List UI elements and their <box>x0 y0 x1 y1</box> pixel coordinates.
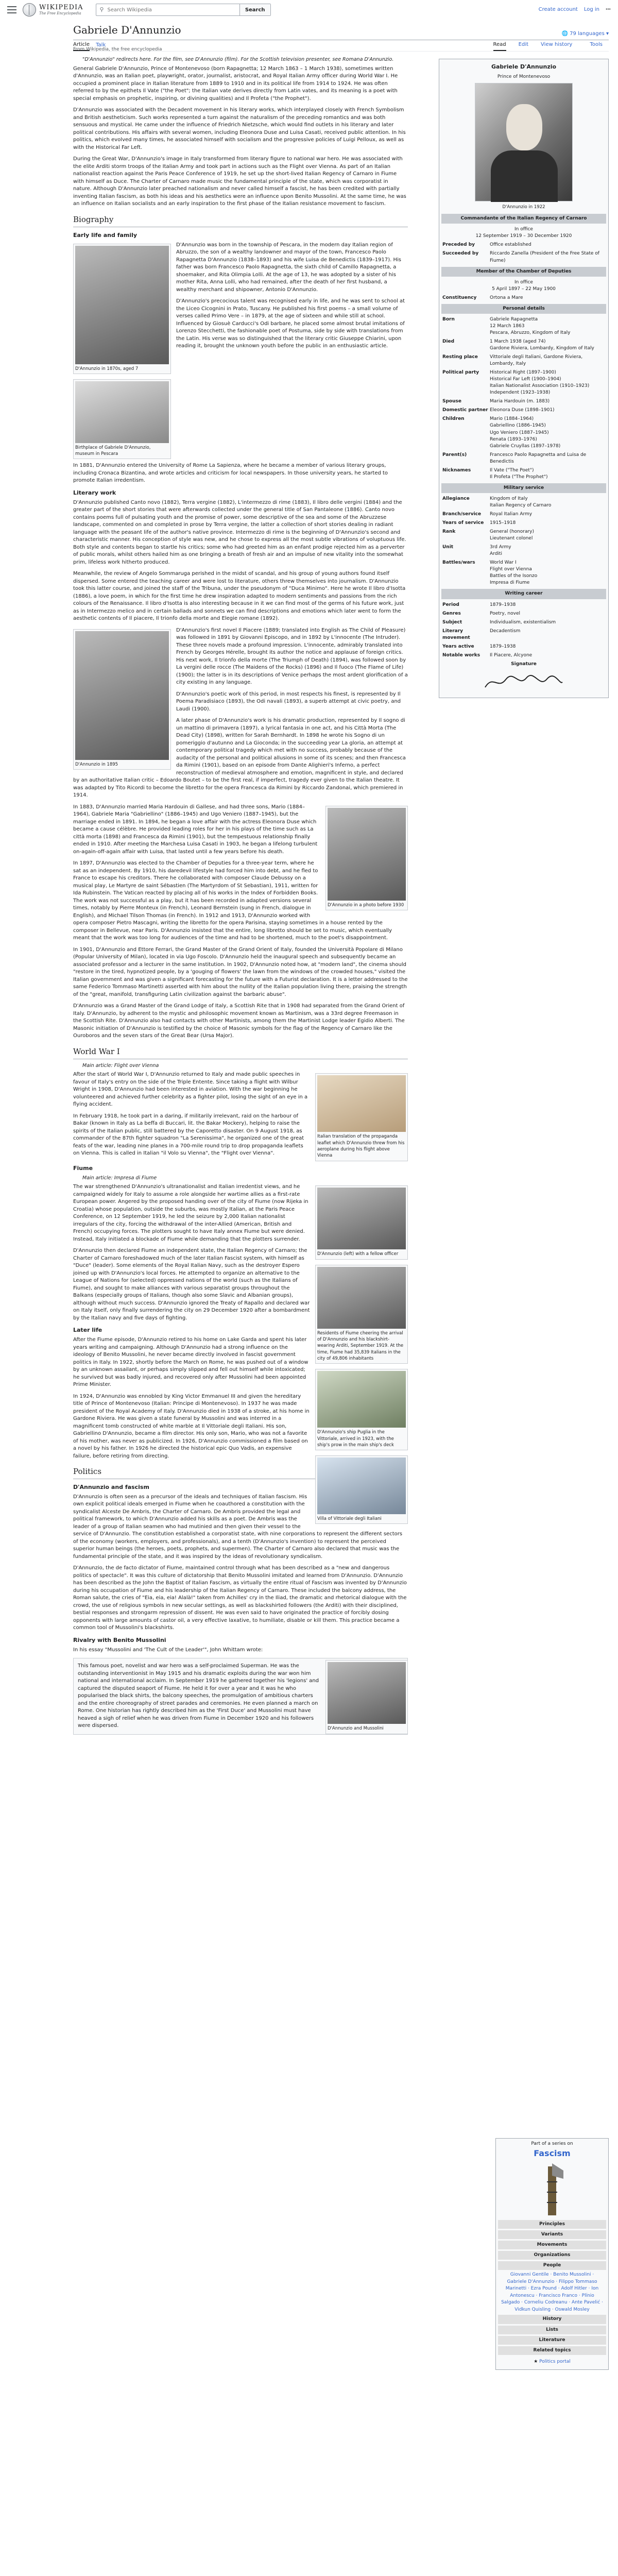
infobox-label: Children <box>442 416 465 422</box>
infobox-value[interactable]: General (honorary) Lieutenant colonel <box>490 529 535 541</box>
series-part-of: Part of a series on <box>531 2141 573 2146</box>
infobox-row <box>441 609 606 618</box>
paragraph: In 1881, D'Annunzio entered the University of Rome La Sapienza, where he became a member of various literary groups, including Cronaca Bizantina, and wrote articles and criticism for local newspapers. In those university years, he started to promote Italian irredentism. <box>73 463 388 484</box>
tab-edit[interactable]: Edit <box>518 42 529 48</box>
figure-mussolini <box>325 1660 408 1734</box>
series-section[interactable]: Literature <box>498 2336 606 2345</box>
series-section[interactable]: History <box>498 2315 606 2324</box>
figure-caption: D'Annunzio and Mussolini <box>328 1726 384 1732</box>
paragraph: In his essay "Mussolini and 'The Cult of the Leader'", John Whittam wrote: <box>73 1647 263 1653</box>
tab-view-history[interactable]: View history <box>541 42 573 48</box>
section-heading-fascism: D'Annunzio and fascism <box>73 1484 149 1491</box>
infobox-row <box>441 294 606 302</box>
leaflet-image[interactable] <box>317 1075 406 1132</box>
infobox-value[interactable]: Individualism, existentialism <box>490 619 556 625</box>
infobox-value[interactable]: Gabriele Rapagnetta 12 March 1863 Pescara, Abruzzo, Kingdom of Italy <box>490 316 571 335</box>
infobox-label: Resting place <box>442 354 478 360</box>
infobox-label: Unit <box>442 545 454 550</box>
infobox-row <box>441 558 606 587</box>
figure-caption: D'Annunzio's ship Puglia in the Vittoriale, arrived in 1923, with the ship's prow in the main ship's deck <box>317 1430 394 1448</box>
infobox-value[interactable]: Riccardo Zanella (President of the Free State of Fiume) <box>490 251 599 263</box>
infobox-label: Parent(s) <box>442 452 467 457</box>
infobox-row <box>441 495 606 510</box>
series-section[interactable]: Related topics <box>498 2346 606 2355</box>
infobox-row <box>441 510 606 519</box>
infobox-value[interactable]: Mario (1884–1964) Gabriellino (1886–1945) Ugo Veniero (1887–1945) Renata (1893–1976) Gabriele Cruyllas (1897–1978) <box>490 416 561 449</box>
ship-photo[interactable] <box>317 1371 406 1428</box>
paragraph: In 1883, D'Annunzio married Maria Hardouin di Gallese, and had three sons, Mario (1884–1964), Gabriele Maria "Gabriellino" (1886–1945) and Ugo Veniero (1887–1945), but the marriage ended in 1891. In 1894, he began a love affair with the actress Eleonora Duse which became a cause célèbre. He provided leading roles for her in his plays of the time such as La città morta (1898) and Francesca da Rimini (1901), but the tempestuous relationship finally ended in 1910. After meeting the Marchesa Luisa Casati in 1903, he began a lifelong turbulent on-again-off-again affair with Luisa, that lasted until a few years before his death. <box>73 804 318 855</box>
figure-caption: Villa of Vittoriale degli Italiani <box>317 1516 382 1522</box>
lead-paragraph: During the Great War, D'Annunzio's image in Italy transformed from literary figure to national war hero. He was associated with the elite Arditi storm troops of the Italian Army and took part in actions such as the Flight over Vienna. As part of an Italian nationalist reaction against the Paris Peace Conference of 1919, he set up the short-lived Italian Regency of Carnaro in Fiume with himself as Duce. The Charter of Carnaro made music the fundamental principle of the state, which was corporatist in nature. Although D'Annunzio later preached nationalism and never called himself a fascist, he has been credited with partially inventing Italian fascism, as both his ideas and his aesthetics were an influence upon Benito Mussolini. At the same time, he was an influence on Italian socialists and an early inspiration to the first phase of the Italian resistance movement to fascism. <box>73 156 406 207</box>
top-bar <box>0 0 618 20</box>
infobox-label: Genres <box>442 611 461 616</box>
infobox-value[interactable]: Decadentism <box>490 628 521 634</box>
section-heading-politics: Politics <box>73 1466 408 1479</box>
page-title: Gabriele D'Annunzio <box>73 24 181 36</box>
main-column <box>73 65 408 1739</box>
infobox <box>439 59 609 698</box>
vittoriale-photo[interactable] <box>317 1458 406 1514</box>
portal-icon: ★ <box>534 2359 538 2364</box>
figure-caption: D'Annunzio in 1870s, aged 7 <box>75 366 139 371</box>
infobox-label: Period <box>442 602 459 607</box>
infobox-row <box>441 337 606 353</box>
infobox-value[interactable]: Poetry, novel <box>490 611 521 616</box>
paragraph: In February 1918, he took part in a daring, if militarily irrelevant, raid on the harbour of Bakar (known in Italy as La beffa di Buccari, lit. the Bakar Mockery), helping to raise the spirits of the Italian public, still battered by the Caporetto disaster. On 9 August 1918, as commander of the 87th fighter squadron "La Serenissima", he organized one of the great feats of the war, leading nine planes in a 700-mile round trip to drop propaganda leaflets on Vienna. This is called in Italian "il Volo su Vienna", the "Flight over Vienna". <box>73 1113 304 1157</box>
infobox-row <box>441 651 606 660</box>
infobox-value[interactable]: Il Vate ("The Poet") Il Profeta ("The Prophet") <box>490 467 548 480</box>
infobox-row <box>441 528 606 543</box>
figure-1895 <box>73 629 171 770</box>
series-section[interactable]: Lists <box>498 2326 606 2334</box>
tools-menu[interactable]: Tools <box>590 42 603 48</box>
paragraph: Meanwhile, the review of Angelo Sommaruga perished in the midst of scandal, and his group of young authors found itself dispersed. Some entered the teaching career and were lost to literature, others threw themselves into journalism. D'Annunzio took this latter course, and joined the staff of the Tribuna, under the pseudonym of "Duca Minimo". Here he wrote Il libro d'Isotta (1886), a love poem, in which for the first time he drew inspiration adapted to modern sentiments and passions from the rich colours of the Renaissance. Il libro d'Isotta is also interesting because in it we can find most of the germs of his future work, just as in Intermezzo melico and in certain ballads and sonnets we can find descriptions and emotions which later went to form the aesthetic contents of Il piacere, Il trionfo della morte and Elegie romane (1892). <box>73 571 406 622</box>
infobox-row <box>441 406 606 415</box>
portrait-caption: D'Annunzio in 1922 <box>502 204 545 210</box>
paragraph: After the Fiume episode, D'Annunzio retired to his home on Lake Garda and spent his later years writing and campaigning. Although D'Annunzio had a strong influence on the ideology of Benito Mussolini, he never became directly involved in fascist government politics in Italy. In 1922, shortly before the March on Rome, he was pushed out of a window by an unknown assailant, or perhaps simply slipped and fell out himself while intoxicated; he survived but was badly injured, and recovered only after Mussolini had been appointed Prime Minister. <box>73 1337 308 1388</box>
logo-title: WIKIPEDIA <box>39 4 83 11</box>
lead-paragraph: General Gabriele D'Annunzio, Prince of Montenevoso (born Rapagnetta; 12 March 1863 – 1 March 1938), sometimes written d'Annunzio, was an Italian poet, playwright, orator, journalist, aristocrat, and Royal Italian Army officer during World War I. He occupied a prominent place in Italian literature from 1889 to 1910 and in its political life from 1914 to 1924. He was often referred to by the epithets Il Vate ("the Poet"; the Italian vate derives directly from Latin vates, and its meaning is a poet with special emphasis on prophetic, inspiring, or divining qualities) and Il Profeta ("the Prophet"). <box>73 65 398 101</box>
infobox-label: Years of service <box>442 520 484 526</box>
blockquote: This famous poet, novelist and war hero was a self-proclaimed Superman. He was the outstanding interventionist in May 1915 and his dramatic exploits during the war won him national and international acclaim. In September 1919 he gathered together his 'legions' and captured the disputed seaport of Fiume. He held it for over a year and it was he who popularised the black shirts, the balcony speeches, the promulgation of ambitious charters and the entire choreography of street parades and ceremonies. He even planned a march on Rome. One historian has rightly described him as the 'First Duce' and Mussolini must have heaved a sigh of relief when he was driven from Fiume in December 1920 and his followers were dispersed. <box>73 1658 408 1735</box>
tagline: From Wikipedia, the free encyclopedia <box>73 47 162 52</box>
user-tools <box>539 6 611 14</box>
infobox-subtitle: Prince of Montenevoso <box>497 74 551 79</box>
figure-caption: D'Annunzio in 1895 <box>75 761 118 767</box>
infobox-label: Years active <box>442 643 474 649</box>
infobox-title: Gabriele D'Annunzio <box>491 63 557 70</box>
military-heading: Military service <box>441 483 606 493</box>
paragraph: The war strengthened D'Annunzio's ultranationalist and Italian irredentist views, and he campaigned widely for Italy to assume a role alongside her wartime allies as a first-rate European power. Angered by the proposed handing over of the city of Fiume (now Rijeka in Croatia) whose population, outside the suburbs, was mostly Italian, at the Paris Peace Conference, on 12 September 1919, he led the seizure by 2,000 Italian nationalist irregulars of the city, forcing the withdrawal of the inter-Allied (American, British and French) occupying forces. The plotters sought to have Italy annex Fiume but were denied. Instead, Italy initiated a blockade of Fiume while demanding that the plotters surrender. <box>73 1184 308 1242</box>
infobox-label: Preceded by <box>442 242 475 248</box>
infobox-value[interactable]: Historical Right (1897–1900) Historical Far Left (1900–1904) Italian Nationalist Association (1910–1923) Independent (1923–1938) <box>490 370 590 396</box>
office-heading: Commandante of the Italian Regency of Carnaro <box>441 214 606 224</box>
paragraph: D'Annunzio's precocious talent was recognised early in life, and he was sent to school at the Liceo Cicognini in Prato, Tuscany. He published his first poems – a small volume of verses called Primo Vere – in 1879, at the age of sixteen and while still at school. Influenced by Giosuè Carducci's Odi barbare, he placed some almost brutal imitations of Lorenzo Stecchetti, the fashionable poet of Postuma, side by side with translations from the Latin. His verse was so distinguished that the literary critic Giuseppe Chiarini, upon reading it, brought the unknown youth before the public in an enthusiastic article. <box>176 298 405 349</box>
infobox-value[interactable]: World War I Flight over Vienna Battles of the Isonzo Impresa di Fiume <box>490 560 538 586</box>
personal-heading: Personal details <box>441 304 606 314</box>
series-section[interactable]: Variants <box>498 2230 606 2239</box>
infobox-label: Battles/wars <box>442 560 475 566</box>
infobox-row <box>441 415 606 450</box>
paragraph: After the start of World War I, D'Annunzio returned to Italy and made public speeches in favour of Italy's entry on the side of the Triple Entente. Since taking a flight with Wilbur Wright in 1908, D'Annunzio had been interested in aviation. With the war beginning he volunteered and achieved further celebrity as a fighter pilot, losing the sight of an eye in a flying accident. <box>73 1072 308 1108</box>
section-heading-fiume: Fiume <box>73 1164 93 1172</box>
figure-leaflet <box>315 1073 408 1161</box>
infobox-row <box>441 519 606 528</box>
infobox-value[interactable]: Maria Hardouin (m. 1883) <box>490 399 550 404</box>
infobox-row <box>441 241 606 249</box>
signature-image <box>483 672 565 692</box>
infobox-value[interactable]: Francesco Paolo Rapagnetta and Luisa de Benedictis <box>490 452 587 464</box>
infobox-label: Literary movement <box>442 628 470 640</box>
infobox-row <box>441 368 606 397</box>
portrait-1895[interactable] <box>75 631 169 760</box>
series-section[interactable]: Organizations <box>498 2251 606 2260</box>
writing-heading: Writing career <box>441 589 606 599</box>
infobox-label: Political party <box>442 370 479 376</box>
infobox-value[interactable]: Kingdom of Italy Italian Regency of Carnaro <box>490 496 552 508</box>
infobox-label: Allegiance <box>442 496 470 501</box>
series-title[interactable]: Fascism <box>534 2148 571 2159</box>
member-heading: Member of the Chamber of Deputies <box>441 267 606 277</box>
figure-birthplace <box>73 379 171 460</box>
infobox-value[interactable]: Eleonora Duse (1898–1901) <box>490 408 555 413</box>
paragraph: D'Annunzio was born in the township of Pescara, in the modern day Italian region of Abruzzo, the son of a wealthy landowner and mayor of the town, Francesco Paolo Rapagnetta D'Annunzio (1838–1893) and his wife Luisa de Benedictis (1839–1917). His father was born Francesco Paolo Rapagnetta, the sixth child of Camillo Rapagnetta, a shoemaker, and Rita Olimpia Lolli. At the age of 13, he was adopted by a sister of his mother Rita, Anna Lolli, who had remained, after the death of her first husband, a wealthy merchant and shipowner, Antonio D'Annunzio. <box>176 242 401 293</box>
wikipedia-logo[interactable] <box>23 3 83 16</box>
section-heading-biography: Biography <box>73 214 408 227</box>
infobox-label: Nicknames <box>442 467 471 473</box>
infobox-label: Born <box>442 316 455 322</box>
infobox-label: Died <box>442 338 455 344</box>
office-term: In office 12 September 1919 – 30 December 1920 <box>475 227 572 239</box>
section-heading-later-life: Later life <box>73 1327 102 1334</box>
search-box <box>96 4 271 16</box>
young-photo[interactable] <box>75 246 169 364</box>
paragraph: D'Annunzio, the de facto dictator of Fiume, maintained control through what has been described as a "new and dangerous politics of spectacle". It was this culture of dictatorship that Benito Mussolini imitated and learned from D'Annunzio. D'Annunzio has been described as the John the Baptist of Italian Fascism, as virtually the entire ritual of Fascism was invented by D'Annunzio during his occupation of Fiume and his leadership of the Italian Regency of Carnaro. These included the balcony address, the Roman salute, the cries of "Eia, eia, eia! Alalà!" taken from Achilles' cry in the Iliad, the dramatic and rhetorical dialogue with the crowd, the use of religious symbols in new secular settings, as well as blackshirted followers (the Arditi) with their disciplined, bestial responses and strongarm repression of dissent. He was even said to have originated the practice of forcibly dosing opponents with large amounts of castor oil, a very effective laxative, to humiliate, disable or kill them. This practice became a common tool of Mussolini's blackshirts. <box>73 1565 407 1631</box>
member-term: In office 5 April 1897 – 22 May 1900 <box>492 279 556 292</box>
infobox-label: Subject <box>442 619 462 625</box>
infobox-value[interactable]: 1879–1938 <box>490 602 516 607</box>
figure-caption: D'Annunzio (left) with a fellow officer <box>317 1251 399 1257</box>
section-heading-early-life: Early life and family <box>73 231 138 239</box>
figure-caption: Residents of Fiume cheering the arrival of D'Annunzio and his blackshirt-wearing Arditi, September 1919. At the time, Fiume had 35,839 Italians in the city of 49,806 inhabitants <box>317 1330 404 1361</box>
paragraph: D'Annunzio's poetic work of this period, in most respects his finest, is represented by Il Poema Paradisiaco (1893), the Odi navali (1893), a superb attempt at civic poetry, and Laudi (1900). <box>176 691 401 712</box>
infobox-value[interactable]: Office established <box>490 242 531 248</box>
birthplace-photo[interactable] <box>75 381 169 443</box>
fiume-crowd-photo[interactable] <box>317 1267 406 1329</box>
infobox-value[interactable]: 1879–1938 <box>490 643 516 649</box>
infobox-row <box>441 315 606 337</box>
section-heading-rivalry: Rivalry with Benito Mussolini <box>73 1636 166 1643</box>
figure-caption: Italian translation of the propaganda leaflet which D'Annunzio threw from his aeroplane during his flight above Vienna <box>317 1134 405 1159</box>
fiume-officer-photo[interactable] <box>317 1188 406 1249</box>
infobox-row <box>441 601 606 609</box>
series-section[interactable]: Principles <box>498 2220 606 2229</box>
infobox-label: Succeeded by <box>442 251 479 257</box>
infobox-row <box>441 451 606 466</box>
article-content <box>73 46 609 2364</box>
infobox-value[interactable]: Royal Italian Army <box>490 511 533 517</box>
infobox-value[interactable]: Il Piacere, Alcyone <box>490 652 533 658</box>
paragraph: In 1897, D'Annunzio was elected to the Chamber of Deputies for a three-year term, where he sat as an independent. By 1910, his daredevil lifestyle had forced him into debt, and he fled to France to escape his creditors. There he collaborated with composer Claude Debussy on a musical play, Le Martyre de saint Sébastien (The Martyrdom of St Sebastian), 1911, written for Ida Rubinstein. The Vatican reacted by placing all of his works in the Index of Forbidden Books. The work was not successful as a play, but it has been recorded in adapted versions several times, notably by Pierre Monteux (in French), Leonard Bernstein (sung in French, dialogue in English), and Michael Tilson Thomas (in French). In 1912 and 1913, D'Annunzio worked with opera composer Pietro Mascagni, writing the libretto for the opera Parisina, staying sometimes in a house rented by the composer in Bellevue, near Paris. D'Annunzio insisted that the entire, long libretto should be set to music, which eventually meant that the work was too long for audiences of the time and had to be shortened, much to the poet's disappointment. <box>73 860 392 941</box>
infobox-value[interactable]: Vittoriale degli Italiani, Gardone Riviera, Lombardy, Italy <box>490 354 583 367</box>
search-button[interactable]: Search <box>239 4 270 15</box>
infobox-value[interactable]: 3rd Army Arditi <box>490 545 511 557</box>
infobox-label: Constituency <box>442 295 477 300</box>
paragraph: A later phase of D'Annunzio's work is his dramatic production, represented by Il sogno di un mattino di primavera (1897), a lyrical fantasia in one act, and his Città Morta (The Dead City) (1898), written for Sarah Bernhardt. In 1898 he wrote his Sogno di un pomeriggio d'autunno and La Gioconda; in the succeeding year La gloria, an attempt at contemporary political tragedy which met with no success, probably because of the audacity of the personal and political allusions in some of its scenes; and then Francesca da Rimini (1901), based on an episode from Dante Alighieri's Inferno, a perfect reconstruction of medieval atmosphere and emotion, magnificent in style, and declared by an authoritative Italian critic – Edoardo Boutet – to be the first real, if imperfect, tragedy ever given to the Italian theatre. It was adapted by Tito Ricordi to become the libretto for the opera Francesca da Rimini by Riccardo Zandonai, which premiered in 1914. <box>73 718 406 799</box>
create-account-link[interactable]: Create account <box>538 6 578 12</box>
politics-portal-link[interactable]: ★ Politics portal <box>534 2359 571 2364</box>
figure-fiume-crowd <box>315 1265 408 1364</box>
infobox-row <box>441 397 606 406</box>
series-people-list[interactable]: Giovanni Gentile · Benito Mussolini · Gabriele D'Annunzio · Filippo Tommaso Marinetti · Ezra Pound · Adolf Hitler · Ion Antonescu · Francisco Franco · Plínio Salgado · Corneliu Codreanu · Ante Pavelić · Vidkun Quisling · Oswald Mosley <box>501 2272 603 2312</box>
infobox-row <box>441 249 606 265</box>
main-article-note[interactable]: Main article: Flight over Vienna <box>82 1062 159 1069</box>
paragraph: D'Annunzio is often seen as a precursor of the ideals and techniques of Italian fascism. His own explicit political ideals emerged in Fiume when he coauthored a constitution with the syndicalist Alceste De Ambris, the Charter of Carnaro. De Ambris provided the legal and political framework, to which D'Annunzio added his skills as a poet. De Ambris was the leader of a group of Italian seamen who had mutinied and then given their vessel to the service of D'Annunzio. The constitution established a corporatist state, with nine corporations to represent the different sectors of the economy (workers, employers, and professionals), and a tenth (D'Annunzio's invention) to represent the perceived superior human beings (the heroes, poets, prophets, and supermen). The Charter of Carnaro also declared that music was the fundamental principle of the state, and it was inspired by the ideas of revolutionary syndicalism. <box>73 1494 403 1560</box>
translate-icon: 🌐 <box>561 30 568 37</box>
paragraph: D'Annunzio published Canto novo (1882), Terra vergine (1882), L'intermezzo di rime (1883), Il libro delle vergini (1884) and the greater part of the short stories that were afterwards collected under the general title of San Pantaleone (1886). Canto novo contains poems full of pulsating youth and the promise of power, some descriptive of the sea and some of the Abruzzese landscape, commented on and completed in prose by Terra vergine, the latter a collection of short stories dealing in radiant language with the peasant life of the author's native province. Intermezzo di rime is the beginning of D'Annunzio's second and characteristic manner. His conception of style was new, and he chose to express all the most subtle vibrations of voluptuous life. Both style and contents began to startle his critics; some who had greeted him as an enfant prodige rejected him as a perverter of public morals, whilst others hailed him as one bringing a breath of fresh air and an impulse of new vitality into the somewhat prim, lifeless work hitherto produced. <box>73 499 406 565</box>
series-section[interactable]: People <box>498 2261 606 2270</box>
infobox-row <box>441 642 606 651</box>
figure-photo-1930 <box>325 806 408 910</box>
figure-ship <box>315 1369 408 1450</box>
section-heading-literary: Literary work <box>73 489 116 496</box>
language-count: 79 languages <box>570 30 605 37</box>
photo-1930[interactable] <box>328 808 406 901</box>
log-in-link[interactable]: Log in <box>583 6 599 12</box>
hamburger-menu-icon[interactable] <box>7 6 16 13</box>
infobox-value[interactable]: 1915–1918 <box>490 520 516 526</box>
infobox-row <box>441 627 606 642</box>
chevron-down-icon: ▾ <box>606 30 609 37</box>
fascism-series-box <box>495 2138 609 2370</box>
figure-vittoriale <box>315 1455 408 1524</box>
infobox-value[interactable]: 1 March 1938 (aged 74) Gardone Riviera, Lombardy, Kingdom of Italy <box>490 338 594 351</box>
mussolini-photo[interactable] <box>328 1662 406 1724</box>
search-input[interactable] <box>108 7 239 13</box>
infobox-value[interactable]: Ortona a Mare <box>490 295 523 300</box>
paragraph: D'Annunzio then declared Fiume an independent state, the Italian Regency of Carnaro; the Charter of Carnaro foreshadowed much of the later Italian Fascist system, with himself as "Duce" (leader). Some elements of the Royal Italian Navy, such as the destroyer Espero joined up with D'Annunzio's local forces. He attempted to organize an alternative to the League of Nations for (selected) oppressed nations of the world (such as the Italians of Fiume), and sought to make alliances with various separatist groups throughout the Balkans (especially groups of Italians, though also some Slavic and Albanian groups), although without much success. D'Annunzio ignored the Treaty of Rapallo and declared war on Italy itself, only finally surrendering the city on 29 December 1920 after a bombardment by the Italian navy and five days of fighting. <box>73 1248 310 1321</box>
logo-subtitle: The Free Encyclopedia <box>39 11 81 15</box>
infobox-label: Rank <box>442 529 456 535</box>
search-icon: ⚲ <box>99 6 104 13</box>
portrait-image[interactable] <box>475 83 573 201</box>
main-article-note[interactable]: Main article: Impresa di Fiume <box>82 1175 157 1181</box>
more-options-icon[interactable]: ⋯ <box>606 6 611 12</box>
tab-read[interactable]: Read <box>493 41 506 51</box>
tab-article[interactable]: Article <box>73 41 90 51</box>
infobox-row <box>441 543 606 558</box>
signature-label: Signature <box>511 661 537 667</box>
figure-caption: D'Annunzio in a photo before 1930 <box>328 902 404 908</box>
globe-icon <box>23 3 36 16</box>
section-heading-ww1: World War I <box>73 1046 408 1059</box>
infobox-row <box>441 618 606 627</box>
hatnote: "D'Annunzio" redirects here. For the film, see D'Annunzio (film). For the Scottish television presenter, see Romana D'Annunzio. <box>82 57 394 63</box>
paragraph: D'Annunzio's first novel Il Piacere (1889; translated into English as The Child of Pleasure) was followed in 1891 by Giovanni Episcopo, and in 1892 by L'innocente (The Intruder). These three novels made a profound impression. L'innocente, admirably translated into French by Georges Hérelle, brought its author the notice and applause of foreign critics. His next work, Il trionfo della morte (The Triumph of Death) (1894), was followed soon by La vergini delle rocce (The Maidens of the Rocks) (1896) and Il fuoco (The Flame of Life) (1900); the latter is in its descriptions of Venice perhaps the most ardent glorification of a city existing in any language. <box>176 627 408 686</box>
tab-talk[interactable]: Talk <box>96 42 106 48</box>
infobox-label: Domestic partner <box>442 408 488 413</box>
infobox-label: Notable works <box>442 652 480 658</box>
infobox-row <box>441 353 606 368</box>
figure-caption: Birthplace of Gabriele D'Annunzio, museum in Pescara <box>75 445 151 457</box>
figure-young <box>73 244 171 374</box>
fasces-icon <box>531 2161 573 2218</box>
language-button[interactable] <box>561 30 609 38</box>
series-section[interactable]: Movements <box>498 2241 606 2249</box>
lead-paragraph: D'Annunzio was associated with the Decadent movement in his literary works, which interplayed closely with French Symbolism and British aestheticism. Such works represented a turn against the naturalism of the preceding romantics and was both sensuous and mystical. He came under the influence of Friedrich Nietzsche, which would find outlets in his literary and later political contributions. His affairs with several women, including Eleonora Duse and Luisa Casati, received public attention. In his politics, which evolved many times, he associated himself with socialism and the progressive policies of Luigi Pelloux, as well as with the Historical Far Left. <box>73 107 406 150</box>
infobox-row <box>441 466 606 482</box>
paragraph: In 1924, D'Annunzio was ennobled by King Victor Emmanuel III and given the hereditary title of Prince of Montenevoso (Italian: Principe di Montenevoso). In 1937 he was made president of the Royal Academy of Italy. D'Annunzio died in 1938 of a stroke, at his home in Gardone Riviera. He was given a state funeral by Mussolini and was interred in a magnificent tomb constructed of white marble at Il Vittoriale degli Italiani. His son, Gabriellino D'Annunzio, became a film director. His only son, Mario, who was not a favorite of his mother, was never as publicized. In 1926, D'Annunzio commissioned a film based on a novel by his father. In 1926 he directed the historical epic Quo Vadis, an expensive failure, before retiring from directing. <box>73 1393 310 1459</box>
infobox-label: Branch/service <box>442 511 482 517</box>
paragraph: In 1901, D'Annunzio and Ettore Ferrari, the Grand Master of the Grand Orient of Italy, founded the Università Popolare di Milano (Popular University of Milan), located in via Ugo Foscolo. D'Annunzio held the inaugural speech and subsequently became an associated professor and a lecturer in the same institution. In 1902, D'Annunzio noted how, at "modern land", the cinema should "restore in the tired, hypnotized people, by a 'gouging of flowers' the lawn from the windows of the crowded houses," visited the Italian government and was given a significant forecasting for the future with a Futurist declaration. It is a letter addressed to the same Federico Tommaso Martinetti asserted with him about the nullity of the Italian population living there, praising the strength of the "great, manifold, transfiguring Latin civilization against the barbaric abuse". <box>73 946 408 997</box>
figure-fiume-officer <box>315 1185 408 1259</box>
paragraph: D'Annunzio was a Grand Master of the Grand Lodge of Italy, a Scottish Rite that in 1908 had separated from the Grand Orient of Italy. D'Annunzio, by adherent to the mystic and philosophic movement known as Martinism, was a 33rd degree Freemason in the Scottish Rite. D'Annunzio also had contacts with other Martinists, among them the Martinist Lodge leader Egidio Alberti. The Masonic initiation of D'Annunzio is testified by the choice of Masonic symbols for the flag of the Regency of Carnaro like the Ouroboros and the seven stars of the Great Bear (Ursa Major). <box>73 1003 405 1039</box>
infobox-label: Spouse <box>442 399 461 404</box>
